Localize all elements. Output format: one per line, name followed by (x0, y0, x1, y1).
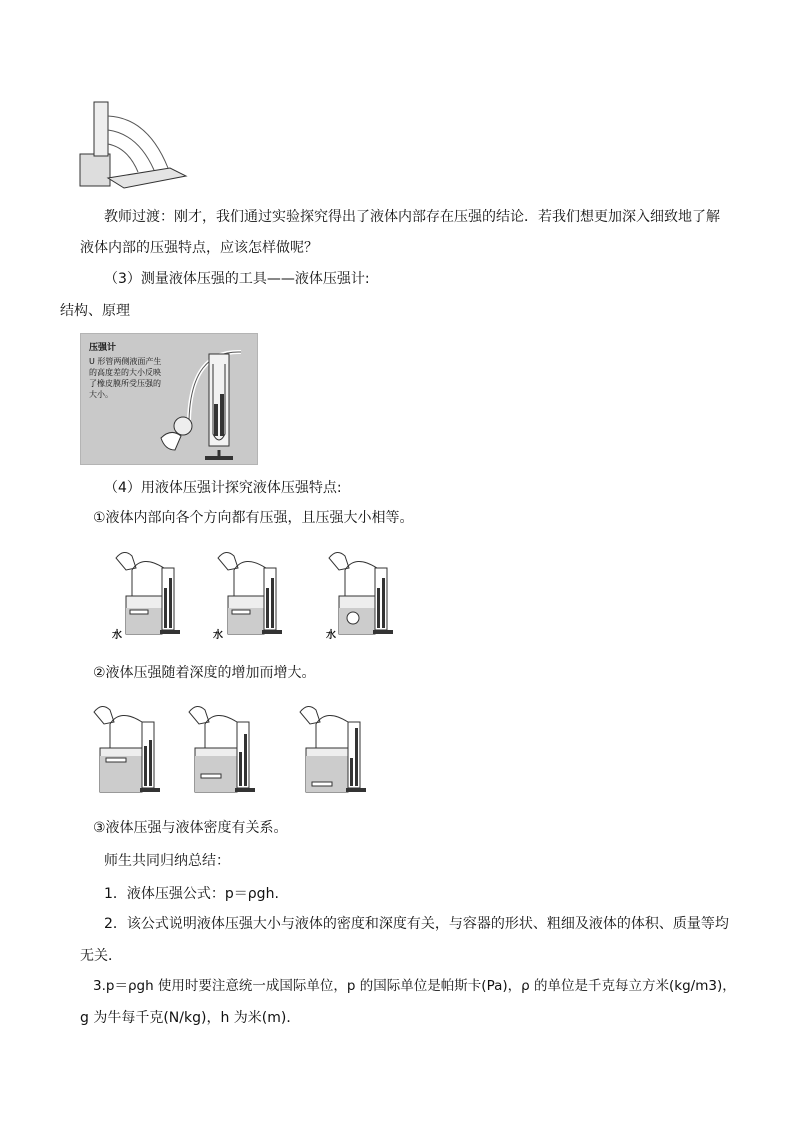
tool-heading: （3）测量液体压强的工具——液体压强计: (104, 271, 370, 287)
experiment-depth-3 (296, 702, 372, 796)
summary-heading: 师生共同归纳总结： (104, 853, 230, 869)
panel-caption: U 形管两侧液面产生的高度差的大小反映了橡皮膜所受压强的大小。 (89, 357, 162, 399)
structure-heading: 结构、原理 (60, 303, 130, 319)
teacher-transition-2: 液体内部的压强特点，应该怎样做呢？ (80, 240, 318, 256)
experiment-direction-3 (325, 548, 401, 638)
u-tube-gauge-illustration (121, 340, 257, 462)
experiment-direction-2 (214, 548, 290, 638)
panel-title: 压强计 (89, 343, 117, 353)
explore-heading: （4）用液体压强计探究液体压强特点: (104, 480, 342, 496)
note-2-line-2: 无关． (80, 948, 122, 964)
note-2-line-1: 2．该公式说明液体压强大小与液体的密度和深度有关，与容器的形状、粗细及液体的体积、质量等均 (104, 916, 729, 932)
formula-line: 1．液体压强公式：p＝ρgh. (104, 886, 279, 902)
point-3: ③液体压强与液体密度有关系。 (93, 820, 288, 836)
pressure-gauge-panel (80, 333, 258, 465)
experiment-depth-1 (90, 702, 166, 796)
note-3-line-2: g 为牛每千克(N/kg)，h 为米(m)． (80, 1010, 301, 1026)
water-label-3: 水 (326, 630, 336, 641)
water-label-2: 水 (213, 630, 223, 641)
point-1: ①液体内部向各个方向都有压强，且压强大小相等。 (93, 510, 414, 526)
teacher-transition-1: 教师过渡：刚才，我们通过实验探究得出了液体内部存在压强的结论．若我们想更加深入细致地了解 (104, 209, 720, 225)
water-jet-figure (78, 98, 188, 190)
water-label-1: 水 (112, 630, 122, 641)
note-3-line-1: 3.p＝ρgh 使用时要注意统一成国际单位，p 的国际单位是帕斯卡(Pa)，ρ 的单位是千克每立方米(kg/m3)， (93, 978, 736, 994)
point-2: ②液体压强随着深度的增加而增大。 (93, 665, 316, 681)
experiment-depth-2 (185, 702, 261, 796)
experiment-direction-1 (112, 548, 188, 638)
